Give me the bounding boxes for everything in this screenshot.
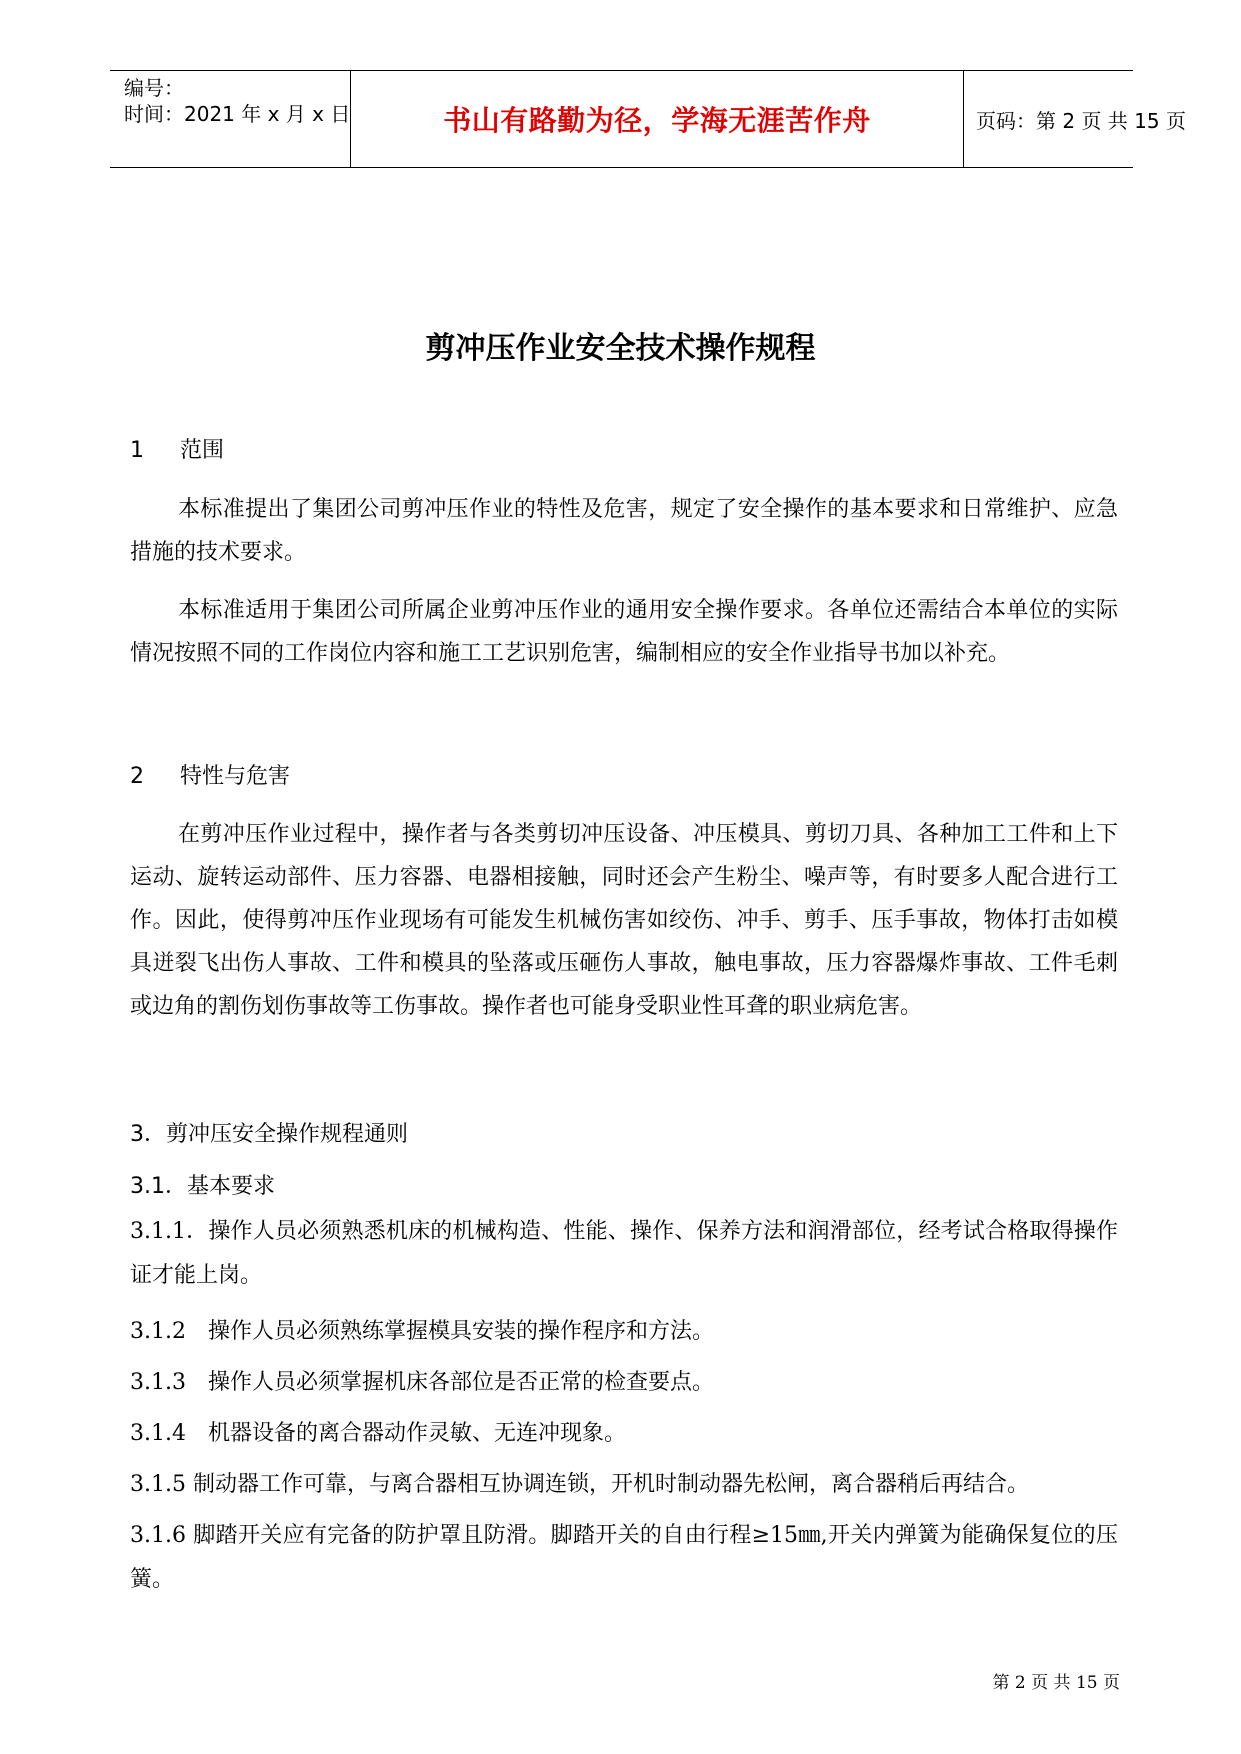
header-motto: 书山有路勤为径，学海无涯苦作舟 (443, 104, 871, 137)
page-footer: 第 2 页 共 15 页 (992, 1673, 1120, 1693)
clause: 3.1.4 机器设备的离合器动作灵敏、无连冲现象。 (130, 1421, 626, 1446)
clause: 3.1.5 制动器工作可靠，与离合器相互协调连锁，开机时制动器先松闸，离合器稍后再结合。 (130, 1472, 1029, 1497)
section-3-heading: 3．剪冲压安全操作规程通则 (130, 1122, 408, 1147)
section-1-heading (130, 433, 224, 464)
section-title: 范围 (180, 438, 225, 463)
page-header (110, 70, 1186, 168)
section-title: 特性与危害 (180, 764, 291, 789)
paragraph: 在剪冲压作业过程中，操作者与各类剪切冲压设备、冲压模具、剪切刀具、各种加工工件和上下运动、旋转运动部件、压力容器、电器相接触，同时还会产生粉尘、噪声等，有时要多人配合进行工作。因此，使得剪冲压作业现场有可能发生机械伤害如绞伤、冲手、剪手、压手事故，物体打击如模具迸裂飞出伤人事故、工件和模具的坠落或压砸伤人事故，触电事故，压力容器爆炸事故、工件毛刺或边角的割伤划伤事故等工伤事故。操作者也可能身受职业性耳聋的职业病危害。 (130, 822, 1118, 1019)
section-2-heading (130, 759, 290, 790)
header-page-number: 页码：第 2 页 共 15 页 (976, 109, 1186, 133)
clause: 3.1.1．操作人员必须熟悉机床的机械构造、性能、操作、保养方法和润滑部位，经考试合格取得操作证才能上岗。 (130, 1219, 1118, 1288)
paragraph: 本标准提出了集团公司剪冲压作业的特性及危害，规定了安全操作的基本要求和日常维护、应急措施的技术要求。 (130, 497, 1118, 565)
header-meta (110, 71, 350, 167)
section-number: 2 (130, 764, 144, 789)
document-date: 时间：2021 年 x 月 x 日 (124, 102, 351, 126)
section-number: 1 (130, 438, 144, 463)
header-page-cell (964, 71, 1186, 167)
document-title: 剪冲压作业安全技术操作规程 (425, 331, 816, 366)
subsection-heading: 3.1．基本要求 (130, 1174, 275, 1199)
clause: 3.1.3 操作人员必须掌握机床各部位是否正常的检查要点。 (130, 1370, 714, 1395)
clause: 3.1.6 脚踏开关应有完备的防护罩且防滑。脚踏开关的自由行程≥15㎜,开关内弹簧为能确保复位的压簧。 (130, 1523, 1118, 1592)
clause: 3.1.2 操作人员必须熟练掌握模具安装的操作程序和方法。 (130, 1319, 714, 1344)
paragraph: 本标准适用于集团公司所属企业剪冲压作业的通用安全操作要求。各单位还需结合本单位的实际情况按照不同的工作岗位内容和施工工艺识别危害，编制相应的安全作业指导书加以补充。 (130, 598, 1118, 666)
document-number-label: 编号： (124, 76, 184, 100)
header-motto-cell (350, 71, 964, 167)
